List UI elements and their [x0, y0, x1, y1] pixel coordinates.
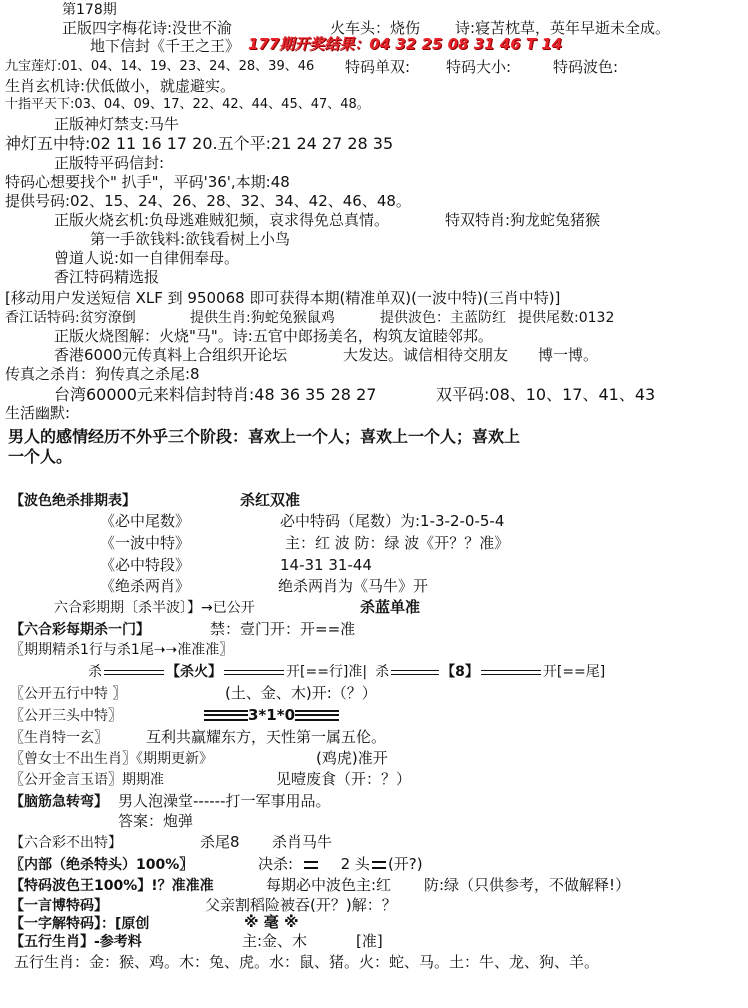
- one-wave-label: 《一波中特》: [100, 534, 191, 552]
- one-char-title: 【一字解特码】：[原创: [10, 916, 150, 932]
- line-hk-fax-b: 大发达。诚信相待交朋友: [343, 346, 509, 364]
- line-zodiac-poem: 生肖玄机诗:伏低做小，就虚避实。: [5, 77, 236, 95]
- issue-number: 第178期: [62, 2, 117, 18]
- line-fax-kill: 传真之杀肖：狗传真之杀尾:8: [5, 365, 200, 383]
- line-double-flat: 双平码:08、10、17、41、43: [436, 385, 656, 404]
- open-tail-label: 开[==尾]: [542, 664, 606, 680]
- draw-result-banner: 177期开奖结果：04 32 25 08 31 46 T 14: [248, 35, 563, 53]
- line-hk-fax-a: 香港6000元传真料上合组织开论坛: [54, 346, 288, 364]
- line-poem: 诗:寝苫枕草，英年早逝未全成。: [455, 19, 671, 37]
- line-flat-code: 正版特平码信封:: [54, 154, 165, 172]
- line-provide-tail: 提供尾数:0132: [518, 310, 615, 326]
- kill-one-door-title: 【六合彩每期杀一门】: [10, 622, 150, 638]
- one-word-title: 【一言博特码】: [10, 898, 108, 914]
- line-humor-1: 男人的感情经历不外乎三个阶段：喜欢上一个人；喜欢上一个人；喜欢上: [8, 427, 521, 446]
- half-wave-line: 六合彩期期〔杀半波〕】→已公开: [54, 600, 255, 616]
- golden-words-value: 见噎废食（开：？）: [276, 770, 412, 788]
- triple-rule: [204, 710, 248, 721]
- ms-zeng-value: (鸡虎)准开: [316, 749, 388, 767]
- line-taiwan-fax: 台湾60000元来料信封特肖:48 36 35 28 27: [54, 385, 377, 404]
- kill-label-2: 杀: [375, 664, 390, 680]
- must-segment-value: 14-31 31-44: [280, 556, 372, 574]
- line-ten-fingers: 十指平天下:03、04、09、17、22、42、44、45、47、48。: [5, 97, 370, 112]
- kill-fire-tag: 【杀火】: [166, 664, 222, 680]
- wave-king-title: 【特码波色王100%】!？准准准: [10, 878, 214, 894]
- double-rule: [304, 861, 318, 869]
- line-first-hand: 第一手欲钱料:欲钱看树上小鸟: [90, 230, 291, 248]
- internal-kill-title: 〖内部（绝杀特头）100%〗: [10, 857, 194, 873]
- three-head-value-row: [204, 707, 339, 724]
- line-double-zodiac: 特双特肖:狗龙蛇兔猪猴: [445, 211, 601, 229]
- line-hk-fax-c: 博一博。: [538, 346, 599, 364]
- line-fire-mystery: 正版火烧玄机:负母逃难贼犯频，哀求得免总真情。: [54, 211, 390, 229]
- double-rule: [104, 670, 164, 675]
- kill-two-label: 《绝杀两肖》: [100, 577, 191, 595]
- three-head-value: 3*1*0: [248, 706, 295, 724]
- line-lamp-ban: 正版神灯禁支:马牛: [54, 115, 180, 133]
- line-provided-numbers: 提供号码:02、15、24、26、28、32、34、42、46、48。: [5, 192, 411, 210]
- five-zodiac-list: 五行生肖：金：猴、鸡。木：兔、虎。水：鼠、猪。火：蛇、马。土：牛、龙、狗、羊。: [14, 953, 600, 971]
- one-wave-value: 主：红 波 防：绿 波《开？？准》: [285, 534, 510, 552]
- golden-words-title: 〖公开金言玉语〗期期准: [10, 772, 164, 788]
- line-xiangjiang-talk: 香江话特码:贫穷潦倒: [5, 310, 136, 326]
- line-zeng-said: 曾道人说:如一自律佣奉母。: [54, 249, 240, 267]
- no-special-title: 【六合彩不出特】: [10, 835, 122, 851]
- kill-two-value: 绝杀两肖为《马牛》开: [278, 577, 429, 595]
- line-envelope: 地下信封《千王之王》: [90, 37, 241, 55]
- double-rule: [224, 670, 284, 675]
- line-wave-color: 特码波色:: [553, 58, 619, 76]
- five-zodiac-tag: [准]: [356, 932, 383, 950]
- kill-tail-value: 杀尾8: [200, 833, 240, 851]
- triple-rule: [295, 710, 339, 721]
- kill-label-1: 杀: [88, 664, 102, 680]
- must-tail-label: 《必中尾数》: [100, 512, 191, 530]
- riddle-answer: 答案：炮弹: [118, 812, 194, 830]
- ms-zeng-title: 〖曾女士不出生肖〗《期期更新》: [10, 751, 213, 767]
- five-element-title: 〖公开五行中特 〗: [10, 686, 127, 702]
- kill-red-double: 杀红双准: [240, 491, 301, 509]
- kill-blue-single: 杀蓝单准: [360, 598, 421, 616]
- line-big-small: 特码大小:: [446, 58, 512, 76]
- open-row-label: 开[==行]准|: [286, 664, 368, 680]
- decisive-kill-label: 决杀:: [258, 855, 294, 873]
- zodiac-mystery-value: 互利共赢耀东方，天性第一属五伦。: [146, 728, 387, 746]
- line-humor-title: 生活幽默:: [5, 404, 71, 422]
- must-segment-label: 《必中特段》: [100, 556, 191, 574]
- double-rule: [372, 861, 386, 869]
- double-rule: [481, 670, 541, 675]
- line-sms-notice: [移动用户发送短信 XLF 到 950068 即可获得本期(精准单双)(一波中特)(三肖中特)]: [5, 289, 561, 307]
- one-char-value: ※ 毫 ※: [244, 913, 299, 931]
- line-pickpocket: 特码心想要找个" 扒手"，平码'36',本期:48: [5, 173, 290, 191]
- five-zodiac-title: 【五行生肖】-参考料: [10, 934, 142, 950]
- one-word-value: 父亲割稻险被吞(开？)解：？: [205, 896, 397, 914]
- wave-table-title: 【波色绝杀排期表】: [10, 493, 136, 509]
- kill-zodiac-value: 杀肖马牛: [272, 833, 333, 851]
- wave-king-guard: 防:绿（只供参考，不做解释!）: [424, 876, 631, 894]
- kill-fire-row: [88, 664, 605, 680]
- internal-kill-row: [258, 856, 423, 873]
- line-train-head: 火车头：烧伤: [330, 19, 421, 37]
- line-provide-zodiac: 提供生肖:狗蛇兔猴鼠鸡: [190, 310, 335, 326]
- line-lotus-lamp: 九宝莲灯:01、04、14、19、23、24、28、39、46: [5, 59, 315, 74]
- open-question: (开?): [387, 855, 423, 873]
- kill-eight-tag: 【8】: [441, 664, 479, 680]
- five-element-value: (土、金、木)开:（？）: [225, 684, 377, 702]
- line-plum-poem: 正版四字梅花诗:没世不渝: [62, 19, 233, 37]
- must-tail-value: 必中特码（尾数）为:1-3-2-0-5-4: [280, 512, 505, 530]
- double-rule: [391, 670, 439, 675]
- precise-kill-line: 〖期期精杀1行与杀1尾➝➝准准准〗: [10, 642, 234, 658]
- line-fire-diagram: 正版火烧图解：火烧"马"。诗:五官中郎扬美名，构筑友谊睦邻邦。: [54, 327, 493, 345]
- zodiac-mystery-title: 〖生肖特一玄〗: [10, 730, 108, 746]
- riddle-question: 男人泡澡堂------打一军事用品。: [118, 792, 331, 810]
- three-head-title: 〖公开三头中特〗: [10, 708, 122, 724]
- kill-one-door-value: 禁：壹门开：开==准: [210, 620, 356, 638]
- line-humor-2: 一个人。: [8, 447, 73, 466]
- line-odd-even: 特码单双:: [345, 58, 411, 76]
- five-zodiac-main: 主:金、木: [242, 932, 308, 950]
- two-head-value: 2 头: [340, 855, 370, 873]
- line-xiangjiang-report: 香江特码精选报: [54, 268, 160, 286]
- riddle-title: 【脑筋急转弯】: [10, 794, 108, 810]
- line-provide-wave: 提供波色：主蓝防红: [380, 310, 506, 326]
- wave-king-main: 每期必中波色主:红: [266, 876, 392, 894]
- line-lamp-five: 神灯五中特:02 11 16 17 20.五个平:21 24 27 28 35: [5, 134, 394, 153]
